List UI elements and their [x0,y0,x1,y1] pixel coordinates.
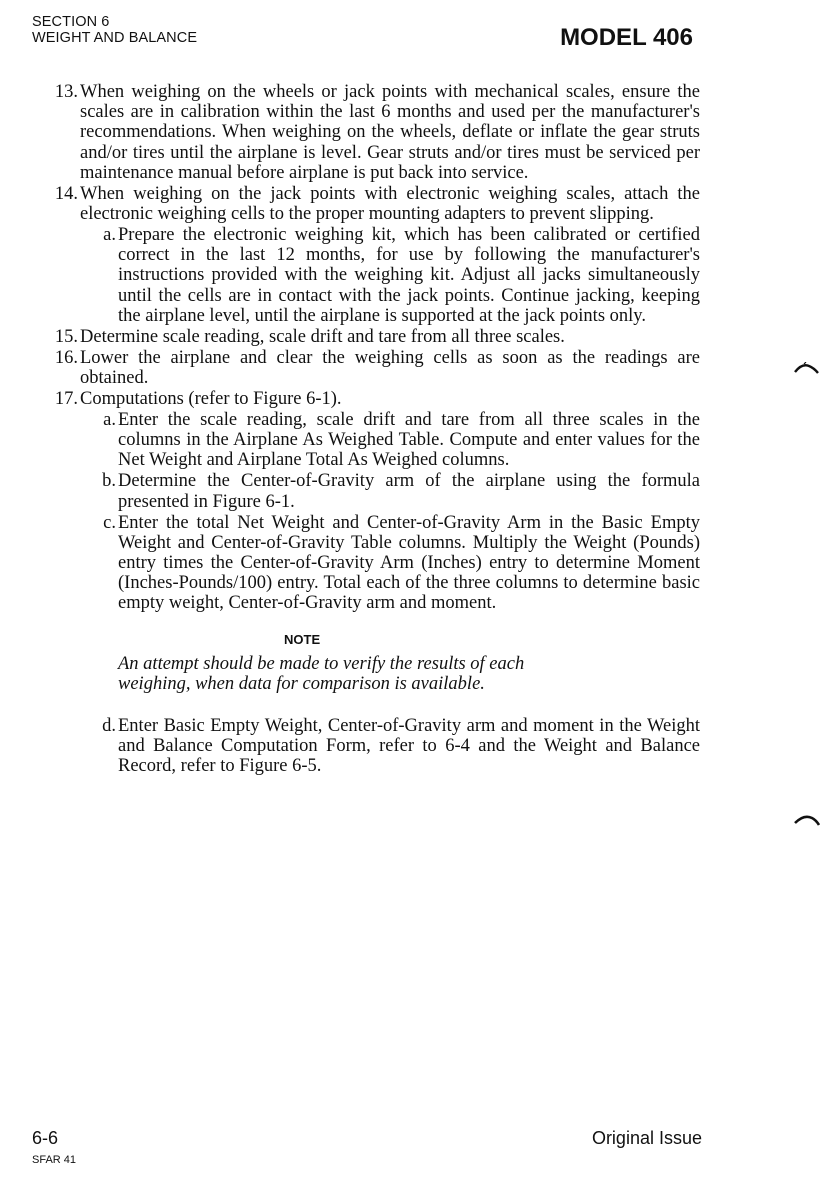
item-text: Enter the scale reading, scale drift and tare from all three scales in the columns in the Airplane As Weighed Table. Compute and enter values for the Net Weight and Airplane Total As Weighed columns. [118,410,700,471]
list-item-13 [32,82,700,183]
item-text: Determine the Center-of-Gravity arm of the airplane using the formula presented in Figure 6-1. [118,471,700,512]
section-title: WEIGHT AND BALANCE [32,30,198,46]
note-title: NOTE [284,631,321,647]
item-number: 15. [54,326,78,347]
list-item-17c [32,513,700,614]
item-number: 14. [54,183,78,204]
item-text: Prepare the electronic weighing kit, which has been calibrated or certified correct in the last 12 months, for use by following the manufacturer's instructions provided with the weighing kit. Adjust all jacks simultaneously until the cells are in contact with the jack points. Continue jacking, keeping the airplane level, until the airplane is supported at the jack points only. [118,225,700,326]
item-letter: d. [102,716,116,737]
item-letter: a. [103,225,116,246]
item-letter: c. [103,512,116,533]
list-item-16 [32,348,700,388]
item-text: When weighing on the jack points with electronic weighing scales, attach the electronic weighing cells to the proper mounting adapters to prevent slipping. [80,183,700,225]
item-number: 17. [54,389,78,410]
list-item-17a [32,410,700,471]
item-text: Enter Basic Empty Weight, Center-of-Gravity arm and moment in the Weight and Balance Computation Form, refer to 6-4 and the Weight and Balance Record, refer to Figure 6-5. [118,716,700,777]
change-bar-mark [794,362,820,374]
list-item-17d [32,716,700,777]
item-text: Determine scale reading, scale drift and tare from all three scales. [80,326,565,347]
page-number: 6-6 [32,1128,59,1148]
change-bar-mark [794,814,820,826]
item-text: Enter the total Net Weight and Center-of-Gravity Arm in the Basic Empty Weight and Center-of-Gravity Table columns. Multiply the Weight (Pounds) entry times the Center-of-Gravity Arm (Inches) entry to determine Moment (Inches-Pounds/100) entry. Total each of the three columns to determine basic empty weight, Center-of-Gravity arm and moment. [118,512,700,614]
item-letter: b. [102,471,116,492]
item-text: When weighing on the wheels or jack points with mechanical scales, ensure the scales are in calibration within the last 6 months and used per the manufacturer's recommendations. When weighing on the wheels, deflate or inflate the gear struts and/or tires until the airplane is level. Gear struts and/or tires must be serviced per maintenance manual before airplane is put back into service. [80,82,700,183]
issue-label: Original Issue [591,1128,702,1148]
item-text: Lower the airplane and clear the weighing cells as soon as the readings are obtained. [80,347,700,389]
note-text: An attempt should be made to verify the results of each weighing, when data for comparison is available. [118,653,525,694]
section-header [32,14,197,46]
item-number: 13. [54,82,78,102]
item-letter: a. [103,410,116,431]
document-body [32,82,700,777]
list-item-14 [32,184,700,224]
list-item-14a [32,225,700,326]
model-title: MODEL 406 [560,24,693,51]
document-code: SFAR 41 [32,1154,77,1166]
list-item-17b [32,471,700,511]
item-text: Computations (refer to Figure 6-1). [80,389,342,410]
list-item-17 [32,389,700,409]
list-item-15 [32,327,700,347]
item-number: 16. [54,347,78,368]
section-number: SECTION 6 [32,14,110,30]
